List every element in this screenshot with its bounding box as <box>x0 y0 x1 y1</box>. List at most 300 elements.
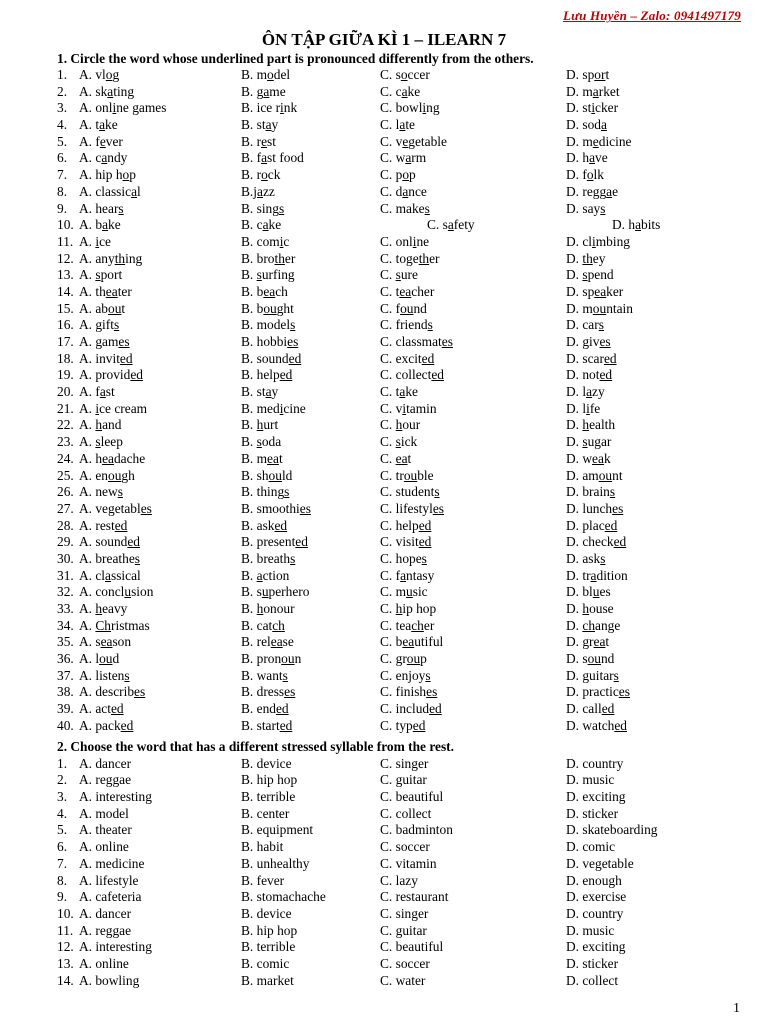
question-number: 2. <box>57 772 68 788</box>
page-number: 1 <box>733 1001 740 1016</box>
underlined-part: ed <box>279 717 293 733</box>
underlined-part: a <box>447 217 454 233</box>
option-d: D. market <box>566 83 620 99</box>
option-c: C. music <box>380 584 428 600</box>
question-row <box>0 601 768 618</box>
question-number: 33. <box>57 601 74 616</box>
option-c: C. dance <box>380 183 427 199</box>
underlined-part: u <box>261 584 269 600</box>
underlined-part: i <box>592 233 596 249</box>
underlined-part: ea <box>263 283 276 299</box>
question-row <box>0 501 768 518</box>
question-row <box>0 618 768 635</box>
underlined-part: ed <box>275 701 289 717</box>
option-a: A. reggae <box>79 772 132 788</box>
option-a: A. news <box>79 484 123 500</box>
underlined-part: a <box>265 117 272 133</box>
question-row <box>0 684 768 701</box>
option-a: A. gifts <box>79 317 120 333</box>
option-d: D. lazy <box>566 384 605 400</box>
question-number: 13. <box>57 955 74 971</box>
option-b: B. beach <box>241 283 288 299</box>
underlined-part: o <box>400 67 408 82</box>
underlined-part: a <box>405 150 412 166</box>
option-d: D. music <box>566 922 615 938</box>
question-row <box>0 856 768 873</box>
underlined-part: ed <box>418 534 432 550</box>
underlined-part: a <box>256 567 263 583</box>
question-row <box>0 184 768 201</box>
option-b: B. things <box>241 484 290 500</box>
underlined-part: a <box>107 83 114 99</box>
underlined-part: es <box>134 684 146 700</box>
question-number: 39. <box>57 701 74 717</box>
option-a: A. games <box>79 334 130 349</box>
option-c: C. hopes <box>380 550 427 566</box>
question-number: 5. <box>57 133 68 149</box>
option-d: D. exciting <box>566 939 626 955</box>
underlined-part: s <box>600 550 606 566</box>
question-row <box>0 789 768 806</box>
option-c: C. found <box>380 300 427 316</box>
underlined-part: s <box>427 317 433 333</box>
question-number: 7. <box>57 855 68 871</box>
option-c: C. trouble <box>380 467 434 483</box>
underlined-part: s <box>278 200 285 216</box>
underlined-part: ea <box>267 450 279 466</box>
option-d: D. checked <box>566 534 627 550</box>
option-a: A. describes <box>79 684 146 700</box>
option-d: D. music <box>566 772 615 788</box>
underlined-part: ou <box>108 467 122 483</box>
option-b: B. models <box>241 317 296 333</box>
question-number: 17. <box>57 334 74 349</box>
underlined-part: ou <box>108 300 122 316</box>
option-b: B. device <box>241 755 292 771</box>
question-number: 34. <box>57 617 74 633</box>
option-a: A. online games <box>79 100 167 116</box>
option-b: B. surfing <box>241 267 295 283</box>
question-number: 10. <box>57 905 74 921</box>
underlined-part: ed <box>274 517 288 533</box>
option-b: B. stay <box>241 384 279 400</box>
question-number: 1. <box>57 67 68 82</box>
option-a: A. ice <box>79 233 111 249</box>
question-row <box>0 889 768 906</box>
underlined-part: s <box>117 484 123 500</box>
underlined-part: Ch <box>95 617 112 633</box>
option-a: A. conclusion <box>79 584 154 600</box>
underlined-part: es <box>284 684 296 700</box>
question-row <box>0 772 768 789</box>
underlined-part: h <box>95 417 103 433</box>
option-c: C. lazy <box>380 872 418 888</box>
underlined-part: s <box>395 434 401 450</box>
question-number: 27. <box>57 500 74 516</box>
question-number: 40. <box>57 717 74 733</box>
question-number: 12. <box>57 939 74 955</box>
option-d: D. noted <box>566 367 613 383</box>
underlined-part: s <box>421 550 427 566</box>
question-number: 36. <box>57 651 74 667</box>
question-row <box>0 939 768 956</box>
underlined-part: ed <box>599 367 613 383</box>
option-d: D. great <box>566 634 610 650</box>
underlined-part: ed <box>127 534 140 550</box>
option-c: C. beautiful <box>380 789 444 805</box>
option-c: C. classmates <box>380 334 453 349</box>
option-a: A. vegetables <box>79 500 152 516</box>
underlined-part: s <box>598 317 604 333</box>
question-row <box>0 284 768 301</box>
question-row <box>0 234 768 251</box>
underlined-part: es <box>287 334 299 349</box>
option-b: B. honour <box>241 601 295 616</box>
option-b: B.jazz <box>241 183 275 199</box>
underlined-part: s <box>609 484 616 500</box>
question-number: 1. <box>57 755 68 771</box>
option-d: D. watched <box>566 717 627 733</box>
option-c: C. typed <box>380 717 426 733</box>
option-c: C. beautiful <box>380 634 444 650</box>
option-a: A. bowling <box>79 972 140 988</box>
underlined-part: s <box>118 200 124 216</box>
option-b: B. hurt <box>241 417 279 433</box>
option-c: C. vitamin <box>380 400 437 416</box>
option-c: C. excited <box>380 350 435 366</box>
option-d: D. cars <box>566 317 604 333</box>
option-b: B. sings <box>241 200 285 216</box>
option-c: C. teacher <box>380 617 435 633</box>
option-b: B. breaths <box>241 550 296 566</box>
question-number: 35. <box>57 634 74 650</box>
underlined-part: th <box>114 250 126 266</box>
question-row <box>0 906 768 923</box>
underlined-part: ed <box>119 350 133 366</box>
option-b: B. sounded <box>241 350 302 366</box>
underlined-part: ou <box>587 651 601 667</box>
option-d: D. have <box>566 150 608 166</box>
section-2-heading: 2. Choose the word that has a different stressed syllable from the rest. <box>57 739 454 754</box>
underlined-part: a <box>257 183 263 199</box>
underlined-part: ed <box>421 350 435 366</box>
option-c: C. students <box>380 484 440 500</box>
option-b: B. cake <box>241 217 282 233</box>
underlined-part: s <box>95 267 101 283</box>
question-row <box>0 334 768 351</box>
option-b: B. dresses <box>241 684 296 700</box>
option-a: A. season <box>79 634 132 650</box>
underlined-part: a <box>101 150 108 166</box>
option-b: B. terrible <box>241 939 296 955</box>
underlined-part: ea <box>402 634 415 650</box>
underlined-part: i <box>279 400 284 416</box>
option-b: B. unhealthy <box>241 855 310 871</box>
underlined-part: a <box>102 217 109 233</box>
question-row <box>0 384 768 401</box>
option-c: C. included <box>380 701 442 717</box>
option-c: C. guitar <box>380 922 427 938</box>
option-d: D. weak <box>566 450 611 466</box>
option-b: B. hip hop <box>241 922 298 938</box>
question-row <box>0 839 768 856</box>
underlined-part: h <box>95 601 103 616</box>
underlined-part: es <box>618 684 630 700</box>
question-row <box>0 317 768 334</box>
option-b: B. rest <box>241 133 276 149</box>
option-d: D. climbing <box>566 233 630 249</box>
option-a: A. model <box>79 805 129 821</box>
option-d: D. practices <box>566 684 630 700</box>
underlined-part: s <box>256 434 262 450</box>
underlined-part: a <box>399 384 406 400</box>
option-d: D. life <box>566 400 601 416</box>
question-row <box>0 301 768 318</box>
option-a: A. anything <box>79 250 143 266</box>
underlined-part: ch <box>272 617 285 633</box>
underlined-part: ed <box>601 701 615 717</box>
question-number: 6. <box>57 150 68 166</box>
option-d: D. blues <box>566 584 611 600</box>
option-a: A. rested <box>79 517 128 533</box>
question-number: 25. <box>57 467 74 483</box>
question-number: 19. <box>57 367 74 383</box>
underlined-part: s <box>256 267 262 283</box>
option-a: A. classical <box>79 183 141 199</box>
question-row <box>0 67 768 84</box>
underlined-part: i <box>586 400 590 416</box>
underlined-part: ed <box>613 534 627 550</box>
underlined-part: ou <box>406 651 421 667</box>
underlined-part: u <box>406 584 413 600</box>
option-b: B. ended <box>241 701 289 717</box>
underlined-part: i <box>279 233 284 249</box>
question-number: 4. <box>57 117 68 133</box>
underlined-part: o <box>105 67 113 82</box>
option-d: D. collect <box>566 972 619 988</box>
underlined-part: o <box>261 167 268 183</box>
option-c: C. online <box>380 233 430 249</box>
underlined-part: ou <box>400 300 414 316</box>
question-number: 8. <box>57 183 68 199</box>
option-b: B. model <box>241 67 291 82</box>
option-c: C. water <box>380 972 426 988</box>
option-d: D. says <box>566 200 606 216</box>
option-b: B. bought <box>241 300 294 316</box>
underlined-part: ou <box>598 467 613 483</box>
question-row <box>0 367 768 384</box>
underlined-part: ea <box>270 634 283 650</box>
question-row <box>0 956 768 973</box>
option-a: A. Christmas <box>79 617 150 633</box>
question-number: 2. <box>57 83 68 99</box>
option-c: C. eat <box>380 450 412 466</box>
question-number: 5. <box>57 822 68 838</box>
underlined-part: i <box>591 100 596 116</box>
option-a: A. interesting <box>79 789 152 805</box>
underlined-part: a <box>401 83 408 99</box>
question-row <box>0 534 768 551</box>
underlined-part: a <box>400 567 407 583</box>
underlined-part: e <box>592 133 599 149</box>
option-d: D. tradition <box>566 567 628 583</box>
option-d: D. health <box>566 417 616 433</box>
option-d: D. called <box>566 701 615 717</box>
question-number: 7. <box>57 167 68 183</box>
underlined-part: a <box>600 117 607 133</box>
option-b: B. stay <box>241 117 279 133</box>
underlined-part: es <box>612 500 624 516</box>
question-number: 24. <box>57 450 74 466</box>
underlined-part: a <box>131 183 138 199</box>
option-a: A. ice cream <box>79 400 148 416</box>
option-c: C. singer <box>380 905 429 921</box>
underlined-part: i <box>95 400 100 416</box>
question-number: 11. <box>57 922 74 938</box>
underlined-part: s <box>124 667 130 683</box>
question-row <box>0 401 768 418</box>
option-d: D. mountain <box>566 300 633 316</box>
option-a: A. fast <box>79 384 115 400</box>
option-c: C. lifestyles <box>380 500 444 516</box>
underlined-part: s <box>613 667 619 683</box>
underlined-part: a <box>99 384 106 400</box>
question-row <box>0 701 768 718</box>
option-c: C. hour <box>380 417 421 433</box>
option-d: D. spend <box>566 267 614 283</box>
option-d: D. sound <box>566 651 615 667</box>
question-row <box>0 923 768 940</box>
option-b: B. ice rink <box>241 100 298 116</box>
underlined-part: i <box>112 100 117 116</box>
page-title: ÔN TẬP GIỮA KÌ 1 – ILEARN 7 <box>261 30 507 49</box>
underlined-part: es <box>441 334 453 349</box>
option-d: D. sticker <box>566 100 619 116</box>
option-c: C. makes <box>380 200 430 216</box>
question-number: 30. <box>57 550 74 566</box>
question-row <box>0 351 768 368</box>
underlined-part: ed <box>114 517 128 533</box>
underlined-part: ed <box>279 367 293 383</box>
option-a: A. online <box>79 839 129 855</box>
option-a: A. theater <box>79 283 132 299</box>
underlined-part: a <box>402 183 409 199</box>
question-row <box>0 651 768 668</box>
option-c: C. singer <box>380 755 429 771</box>
question-number: 9. <box>57 200 68 216</box>
option-c: C. helped <box>380 517 432 533</box>
question-row <box>0 451 768 468</box>
underlined-part: es <box>299 500 311 516</box>
option-a: A. breathes <box>79 550 140 566</box>
option-b: B. action <box>241 567 290 583</box>
question-number: 4. <box>57 805 68 821</box>
option-b: B. superhero <box>241 584 310 600</box>
option-c: C. hip hop <box>380 601 437 616</box>
question-number: 16. <box>57 317 74 333</box>
option-d: D. exciting <box>566 789 626 805</box>
option-d: D. they <box>566 250 606 266</box>
option-c: C. vegetable <box>380 133 447 149</box>
option-b: B. terrible <box>241 789 296 805</box>
question-row <box>0 822 768 839</box>
underlined-part: i <box>280 100 284 116</box>
underlined-part: s <box>290 550 296 566</box>
question-row <box>0 551 768 568</box>
option-a: A. vlog <box>79 67 120 82</box>
question-number: 11. <box>57 233 74 249</box>
option-a: A. packed <box>79 717 134 733</box>
option-c: C. collect <box>380 805 432 821</box>
option-b: B. device <box>241 905 292 921</box>
section-2-list <box>0 739 768 989</box>
question-row <box>0 873 768 890</box>
underlined-part: ed <box>604 517 618 533</box>
option-b: B. habit <box>241 839 284 855</box>
option-c: C. pop <box>380 167 416 183</box>
underlined-part: s <box>290 317 296 333</box>
underlined-part: s <box>95 434 101 450</box>
underlined-part: i <box>402 400 407 416</box>
underlined-part: a <box>263 83 270 99</box>
option-c: C. badminton <box>380 822 453 838</box>
underlined-part: ed <box>130 367 143 383</box>
question-row <box>0 568 768 585</box>
option-a: A. heavy <box>79 601 128 616</box>
option-c: C. collected <box>380 367 444 383</box>
underlined-part: es <box>140 500 152 516</box>
question-row <box>0 484 768 501</box>
underlined-part: h <box>395 601 403 616</box>
question-number: 8. <box>57 872 68 888</box>
option-a: A. sleep <box>79 434 123 450</box>
question-row <box>0 134 768 151</box>
question-number: 29. <box>57 534 74 550</box>
underlined-part: s <box>582 434 588 450</box>
option-d: D. brains <box>566 484 616 500</box>
underlined-part: h <box>256 601 264 616</box>
option-d: D. gives <box>566 334 611 349</box>
option-b: B. fast food <box>241 150 304 166</box>
question-row <box>0 718 768 735</box>
underlined-part: or <box>594 67 606 82</box>
section-2-heading-row <box>0 739 768 756</box>
option-b: B. game <box>241 83 286 99</box>
option-c: C. safety <box>427 217 475 233</box>
underlined-part: a <box>265 384 272 400</box>
option-d: D. speaker <box>566 283 624 299</box>
option-a: A. headache <box>79 450 146 466</box>
underlined-part: ed <box>418 517 432 533</box>
question-number: 28. <box>57 517 74 533</box>
option-c: C. enjoys <box>380 667 431 683</box>
option-b: B. presented <box>241 534 308 550</box>
underlined-part: s <box>134 550 140 566</box>
option-a: A. acted <box>79 701 124 717</box>
underlined-part: o <box>586 167 594 183</box>
option-b: B. smoothies <box>241 500 311 516</box>
option-c: C. beautiful <box>380 939 444 955</box>
option-a: A. classical <box>79 567 141 583</box>
option-a: A. sounded <box>79 534 140 550</box>
underlined-part: ou <box>592 300 607 316</box>
option-b: B. market <box>241 972 294 988</box>
option-c: C. cake <box>380 83 421 99</box>
question-number: 32. <box>57 584 74 600</box>
option-a: A. online <box>79 955 129 971</box>
option-c: C. bowling <box>380 100 440 116</box>
option-b: B. wants <box>241 667 288 683</box>
